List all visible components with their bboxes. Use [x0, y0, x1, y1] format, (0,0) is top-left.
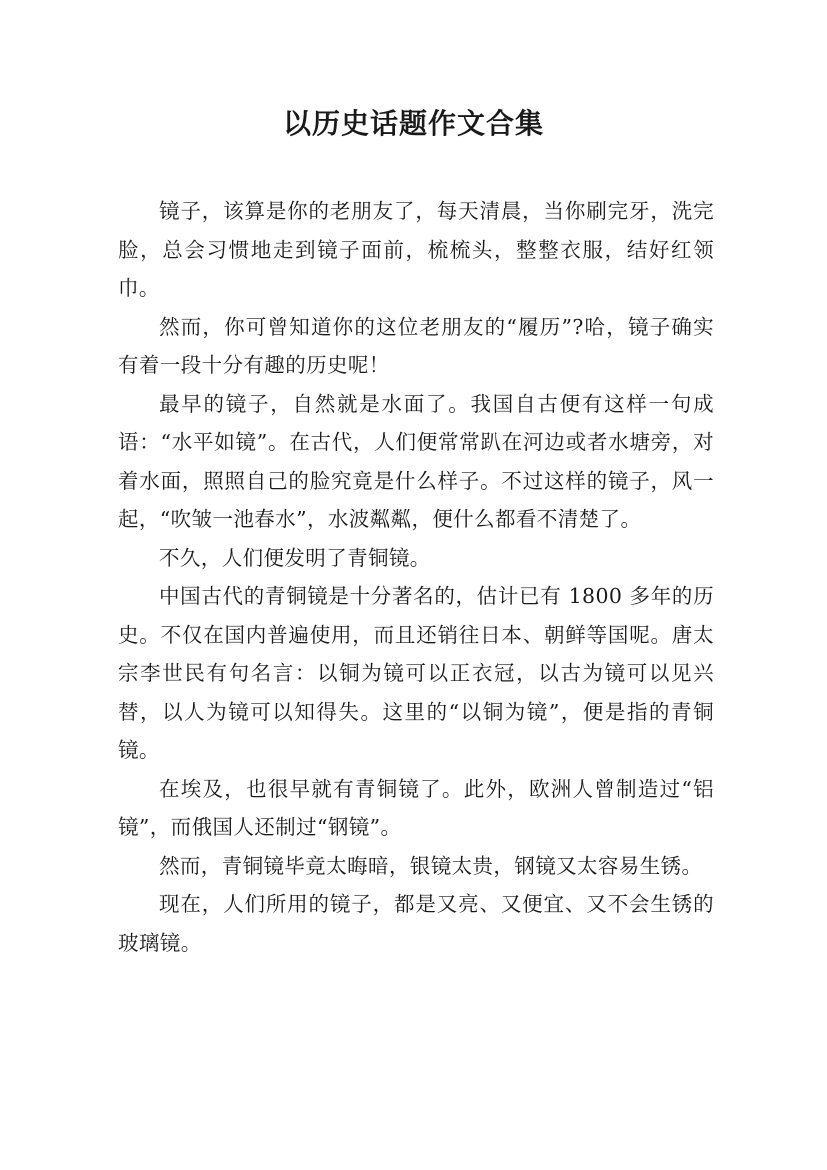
paragraph: 镜子，该算是你的老朋友了，每天清晨，当你刷完牙，洗完脸，总会习惯地走到镜子面前，梳梳头，整整衣服，结好红领巾。 [118, 199, 714, 300]
paragraph: 在埃及，也很早就有青铜镜了。此外，欧洲人曾制造过“铝镜”，而俄国人还制过“钢镜”。 [118, 776, 714, 839]
paragraph: 然而，你可曾知道你的这位老朋友的“履历”?哈，镜子确实有着一段十分有趣的历史呢！ [118, 314, 714, 377]
paragraph: 最早的镜子，自然就是水面了。我国自古便有这样一句成语：“水平如镜”。在古代，人们便常常趴在河边或者水塘旁，对着水面，照照自己的脸究竟是什么样子。不过这样的镜子，风一起，“吹皱一池春水”，水波粼粼，便什么都看不清楚了。 [118, 391, 714, 531]
paragraph: 现在，人们所用的镜子，都是又亮、又便宜、又不会生锈的玻璃镜。 [118, 892, 714, 955]
paragraph: 然而，青铜镜毕竟太晦暗，银镜太贵，钢镜又太容易生锈。 [159, 853, 703, 878]
document-body [118, 192, 714, 962]
document-title: 以历史话题作文合集 [282, 107, 544, 140]
paragraph: 不久，人们便发明了青铜镜。 [159, 545, 431, 570]
paragraph: 中国古代的青铜镜是十分著名的，估计已有 1800 多年的历史。不仅在国内普遍使用，而且还销往日本、朝鲜等国呢。唐太宗李世民有句名言：以铜为镜可以正衣冠，以古为镜可以见兴替，以人为镜可以知得失。这里的“以铜为镜”，便是指的青铜镜。 [118, 584, 714, 762]
